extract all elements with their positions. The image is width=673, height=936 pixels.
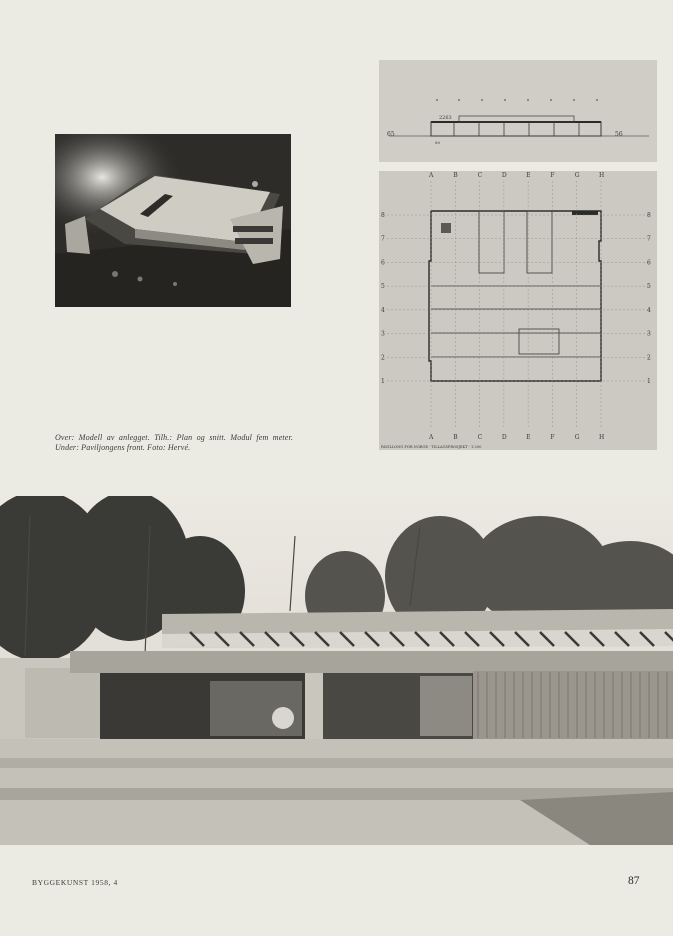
plan-drawing [379,171,657,450]
plan-footer-note: PAVILLONG FOR NORGE · TILLAGSPROSJEKT · 1:200 [381,445,482,449]
plan-row-label-right: 3 [647,330,651,338]
plan-row-label-right: 4 [647,306,651,314]
plan-column-label-top: B [453,172,458,179]
plan-column-label-top: E [526,172,531,179]
plan-column-label-bottom: F [550,434,555,441]
plan-column-label-bottom: B [453,434,458,441]
model-photo [55,134,291,307]
plan-row-label-right: 2 [647,354,651,362]
pavilion-front-photo [0,496,673,845]
plan-column-label-top: C [477,172,483,179]
plan-row-label-right: 1 [647,378,651,385]
plan-row-label-left: 5 [381,283,385,291]
plan-column-label-bottom: D [501,434,507,441]
plan-row-label-right: 8 [647,212,651,219]
plan-row-label-left: 2 [381,354,385,362]
plan-column-label-bottom: E [526,434,531,441]
section-right-label: 56 [615,131,623,138]
plan-column-label-top: G [574,172,580,179]
section-drawing [379,60,657,162]
plan-column-label-top: D [501,172,507,179]
plan-row-label-right: 6 [647,259,651,267]
plan-row-label-left: 6 [381,259,385,267]
section-left-label: 65 [387,131,395,138]
plan-row-label-left: 7 [381,235,385,243]
plan-column-label-bottom: H [599,434,605,441]
journal-issue: BYGGEKUNST 1958, 4 [32,878,118,887]
figure-caption: Over: Modell av anlegget. Tilh.: Plan og snitt. Modul fem meter. Under: Paviljongens front. Foto: Hervé. [55,433,293,452]
plan-column-label-top: F [550,172,555,179]
plan-row-label-right: 5 [647,283,651,291]
plan-column-label-bottom: C [477,434,483,441]
plan-row-label-left: 1 [381,378,385,385]
page-number: 87 [628,875,640,887]
plan-column-label-top: H [599,172,605,179]
plan-row-label-left: 8 [381,212,385,219]
section-level-label: 2263 [439,115,452,121]
plan-column-label-bottom: A [429,434,434,441]
plan-column-label-bottom: G [574,434,580,441]
plan-row-label-right: 7 [647,235,651,243]
plan-row-label-left: 3 [381,330,385,338]
plan-row-label-left: 4 [381,306,385,314]
plan-column-label-top: A [429,172,434,179]
section-sub-label: 80 [435,140,441,145]
